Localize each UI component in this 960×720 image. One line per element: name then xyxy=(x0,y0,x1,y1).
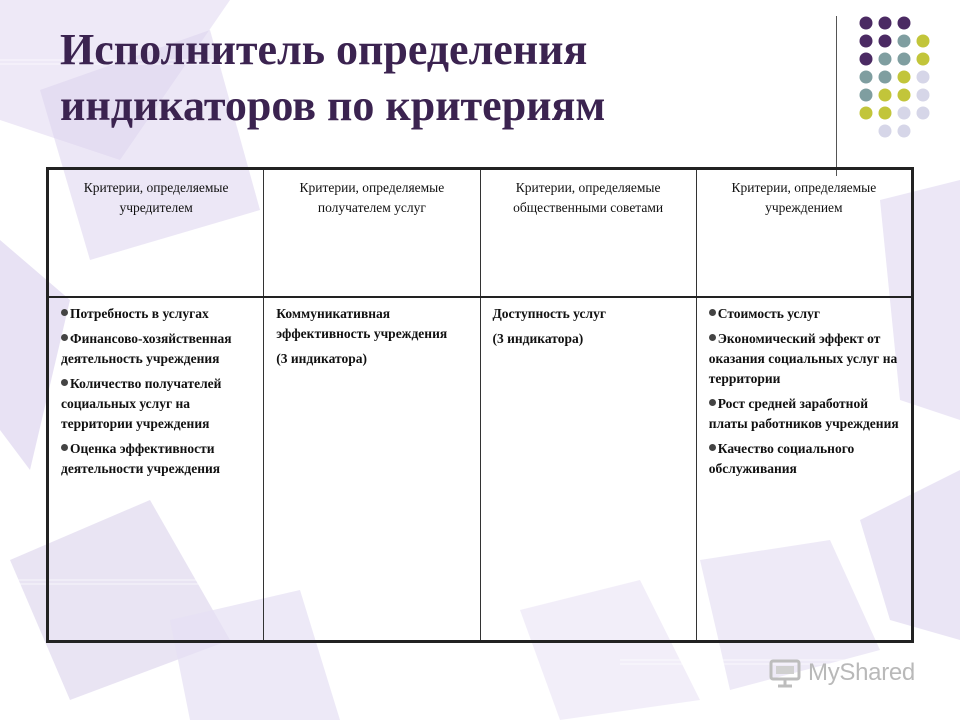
decorative-dot xyxy=(860,53,873,66)
indicator-count: (3 индикатора) xyxy=(276,351,367,366)
cell-founder-criteria xyxy=(48,297,264,642)
decorative-dot xyxy=(879,35,892,48)
bullet-icon xyxy=(61,379,68,386)
criterion-text: Коммуникативная эффективность учреждения xyxy=(276,306,448,341)
decorative-dot xyxy=(898,71,911,84)
header-public-councils: Критерии, определяемые общественными советами xyxy=(480,169,696,298)
decorative-dot xyxy=(917,53,930,66)
presentation-screen-icon xyxy=(768,658,802,688)
bullet-icon xyxy=(61,444,68,451)
header-institution: Критерии, определяемые учреждением xyxy=(696,169,912,298)
watermark-text: MyShared xyxy=(808,659,915,686)
bullet-icon xyxy=(709,444,716,451)
decorative-dot xyxy=(917,35,930,48)
bullet-icon xyxy=(61,309,68,316)
title-line-2: индикаторов по критериям xyxy=(60,81,606,130)
list-item: Оценка эффективности деятельности учреждения xyxy=(61,441,221,476)
cell-institution-criteria xyxy=(696,297,912,642)
decorative-dot xyxy=(917,107,930,120)
table-row xyxy=(48,297,913,642)
decorative-dot xyxy=(898,107,911,120)
decorative-dot xyxy=(860,17,873,30)
slide-title xyxy=(60,22,820,134)
criteria-table xyxy=(46,167,914,643)
decorative-dot xyxy=(860,107,873,120)
bullet-icon xyxy=(709,334,716,341)
list-item: Рост средней заработной платы работников учреждения xyxy=(708,396,899,431)
table-header-row xyxy=(48,169,913,298)
bullet-icon xyxy=(709,309,716,316)
decorative-dot xyxy=(860,71,873,84)
bullet-icon xyxy=(709,399,716,406)
decorative-dot xyxy=(879,89,892,102)
cell-recipient-criteria xyxy=(264,297,480,642)
decorative-dot xyxy=(860,35,873,48)
header-recipient: Критерии, определяемые получателем услуг xyxy=(264,169,480,298)
cell-public-councils-criteria xyxy=(480,297,696,642)
list-item: Экономический эффект от оказания социальных услуг на территории xyxy=(708,331,898,386)
decorative-dot xyxy=(898,89,911,102)
title-line-1: Исполнитель определения xyxy=(60,25,588,74)
decorative-dot xyxy=(917,89,930,102)
bullet-icon xyxy=(61,334,68,341)
list-item: Финансово-хозяйственная деятельность учреждения xyxy=(61,331,232,366)
decorative-dot xyxy=(917,71,930,84)
dot-grid-decoration xyxy=(854,16,954,156)
list-item: Количество получателей социальных услуг на территории учреждения xyxy=(61,376,222,431)
watermark xyxy=(768,656,938,690)
decorative-dot xyxy=(898,17,911,30)
decorative-dot xyxy=(898,53,911,66)
decorative-dot xyxy=(898,35,911,48)
criterion-text: Доступность услуг xyxy=(492,306,606,321)
decorative-dot xyxy=(860,89,873,102)
indicator-count: (3 индикатора) xyxy=(492,331,584,346)
list-item: Стоимость услуг xyxy=(709,304,903,324)
list-item: Качество социального обслуживания xyxy=(708,441,855,476)
decorative-dot xyxy=(879,125,892,138)
decorative-dot xyxy=(879,107,892,120)
decorative-dot xyxy=(879,71,892,84)
decorative-divider-line xyxy=(836,16,837,176)
list-item: Потребность в услугах xyxy=(61,304,255,324)
decorative-dot xyxy=(898,125,911,138)
decorative-dot xyxy=(879,17,892,30)
header-founder: Критерии, определяемые учредителем xyxy=(48,169,264,298)
decorative-dot xyxy=(879,53,892,66)
